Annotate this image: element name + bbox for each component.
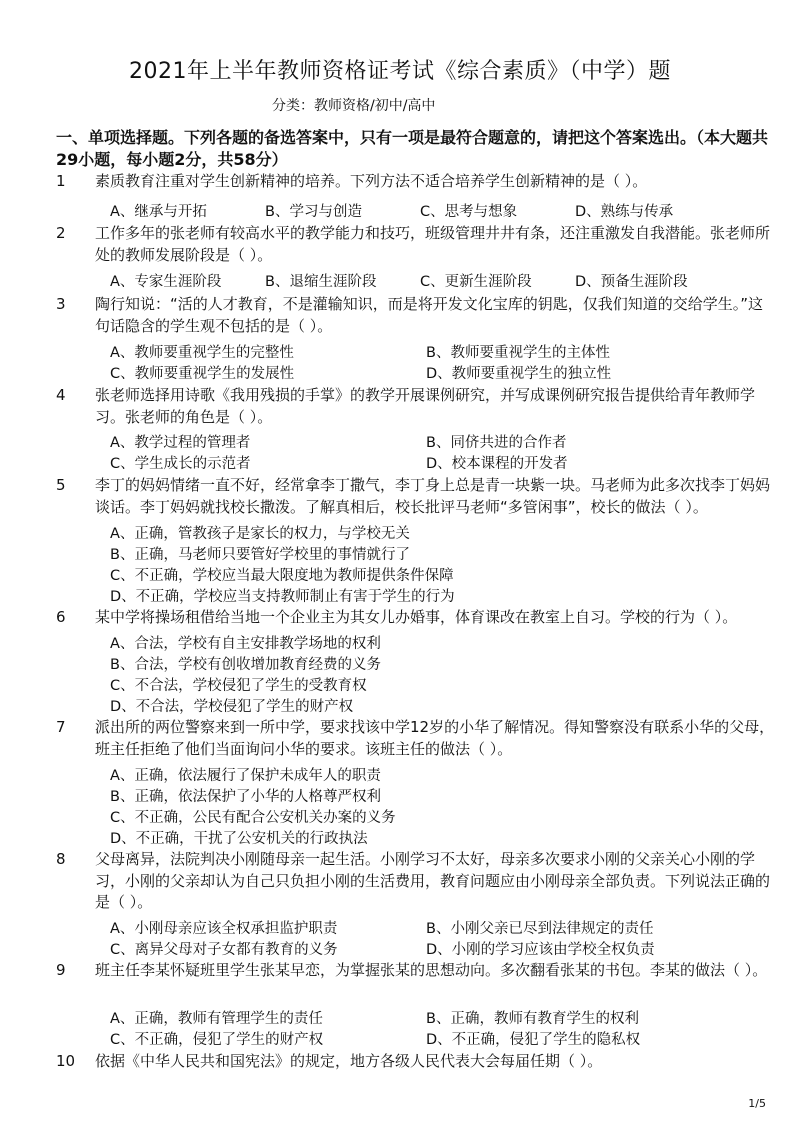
option-d: D、不正确，侵犯了学生的隐私权 xyxy=(426,1032,641,1048)
question-number: 10 xyxy=(56,1052,76,1070)
option-a: A、教师要重视学生的完整性 xyxy=(110,345,294,361)
option-c: C、离异父母对子女都有教育的义务 xyxy=(110,942,338,958)
option-c: C、不正确，学校应当最大限度地为教师提供条件保障 xyxy=(110,568,454,584)
question-number: 4 xyxy=(56,386,66,404)
question-4-options xyxy=(110,433,730,475)
option-d: D、熟练与传承 xyxy=(575,204,674,220)
question-text: 班主任李某怀疑班里学生张某早恋，为掌握张某的思想动向。多次翻看张某的书包。李某的做法（ ）。 xyxy=(95,961,768,979)
question-6 xyxy=(56,607,776,629)
question-1-options xyxy=(110,202,730,223)
question-8 xyxy=(56,849,776,914)
question-5-options xyxy=(110,524,730,608)
question-number: 8 xyxy=(56,850,66,868)
option-d: D、不正确，学校应当支持教师制止有害于学生的行为 xyxy=(110,589,455,605)
question-1 xyxy=(56,171,776,193)
option-b: B、退缩生涯阶段 xyxy=(265,274,377,290)
question-text: 素质教育注重对学生创新精神的培养。下列方法不适合培养学生创新精神的是（ ）。 xyxy=(95,172,648,190)
question-9 xyxy=(56,960,776,982)
option-d: D、小刚的学习应该由学校全权负责 xyxy=(426,942,655,958)
question-number: 1 xyxy=(56,172,66,190)
option-d: D、不正确，干扰了公安机关的行政执法 xyxy=(110,831,368,847)
page-number: 1/5 xyxy=(748,1097,766,1110)
question-text: 张老师选择用诗歌《我用残损的手掌》的教学开展课例研究，并写成课例研究报告提供给青年教师学习。张老师的角色是（ ）。 xyxy=(95,386,756,426)
option-c: C、更新生涯阶段 xyxy=(420,274,532,290)
question-number: 2 xyxy=(56,224,66,242)
option-a: A、教学过程的管理者 xyxy=(110,435,251,451)
question-text: 某中学将操场租借给当地一个企业主为其女儿办婚事，体育课改在教室上自习。学校的行为（ ）。 xyxy=(95,608,738,626)
option-b: B、学习与创造 xyxy=(265,204,362,220)
option-b: B、同侪共进的合作者 xyxy=(426,435,567,451)
option-a: A、小刚母亲应该全权承担监护职责 xyxy=(110,921,338,937)
question-number: 7 xyxy=(56,718,66,736)
question-8-options xyxy=(110,919,730,961)
question-number: 9 xyxy=(56,961,66,979)
question-4 xyxy=(56,385,776,428)
question-5 xyxy=(56,475,776,518)
option-c: C、教师要重视学生的发展性 xyxy=(110,366,295,382)
question-10 xyxy=(56,1051,776,1073)
question-9-options xyxy=(110,1009,730,1051)
option-c: C、学生成长的示范者 xyxy=(110,456,251,472)
option-c: C、思考与想象 xyxy=(420,204,518,220)
question-number: 5 xyxy=(56,476,66,494)
option-b: B、正确，依法保护了小华的人格尊严权利 xyxy=(110,789,381,805)
option-c: C、不合法，学校侵犯了学生的受教育权 xyxy=(110,678,367,694)
option-a: A、正确，管教孩子是家长的权力，与学校无关 xyxy=(110,526,410,542)
option-d: D、不合法，学校侵犯了学生的财产权 xyxy=(110,699,354,715)
question-text: 陶行知说：“活的人才教育，不是灌输知识，而是将开发文化宝库的钥匙，仅我们知道的交给学生。”这句话隐含的学生观不包括的是（ ）。 xyxy=(95,295,764,335)
question-text: 工作多年的张老师有较高水平的教学能力和技巧，班级管理井井有条，还注重激发自我潜能。张老师所处的教师发展阶段是（ ）。 xyxy=(95,224,771,264)
option-b: B、合法，学校有创收增加教育经费的义务 xyxy=(110,657,381,673)
option-c: C、不正确，公民有配合公安机关办案的义务 xyxy=(110,810,396,826)
option-a: A、正确，教师有管理学生的责任 xyxy=(110,1011,323,1027)
option-d: D、预备生涯阶段 xyxy=(575,274,688,290)
question-text: 李丁的妈妈情绪一直不好，经常拿李丁撒气，李丁身上总是青一块紫一块。马老师为此多次找李丁妈妈谈话。李丁妈妈就找校长撒泼。了解真相后，校长批评马老师“多管闲事”，校长的做法（ ）。 xyxy=(95,476,771,516)
option-d: D、校本课程的开发者 xyxy=(426,456,568,472)
option-a: A、专家生涯阶段 xyxy=(110,274,222,290)
option-b: B、教师要重视学生的主体性 xyxy=(426,345,610,361)
option-d: D、教师要重视学生的独立性 xyxy=(426,366,612,382)
option-b: B、正确，教师有教育学生的权利 xyxy=(426,1011,639,1027)
option-c: C、不正确，侵犯了学生的财产权 xyxy=(110,1032,324,1048)
question-number: 3 xyxy=(56,295,66,313)
option-b: B、小刚父亲已尽到法律规定的责任 xyxy=(426,921,654,937)
question-number: 6 xyxy=(56,608,66,626)
option-a: A、继承与开拓 xyxy=(110,204,207,220)
question-2-options xyxy=(110,272,730,293)
document-title: 2021年上半年教师资格证考试《综合素质》（中学）题 xyxy=(129,59,671,84)
question-7-options xyxy=(110,766,730,850)
option-a: A、合法，学校有自主安排教学场地的权利 xyxy=(110,636,381,652)
option-a: A、正确，依法履行了保护未成年人的职责 xyxy=(110,768,381,784)
question-2 xyxy=(56,223,776,266)
question-text: 依据《中华人民共和国宪法》的规定，地方各级人民代表大会每届任期（ ）。 xyxy=(95,1052,603,1070)
document-category: 分类：教师资格/初中/高中 xyxy=(272,98,436,114)
question-7 xyxy=(56,717,776,760)
question-3 xyxy=(56,294,776,337)
question-text: 派出所的两位警察来到一所中学，要求找该中学12岁的小华了解情况。得知警察没有联系小华的父母，班主任拒绝了他们当面询问小华的要求。该班主任的做法（ ）。 xyxy=(95,718,775,758)
question-6-options xyxy=(110,634,730,718)
section-heading: 一、单项选择题。下列各题的备选答案中，只有一项是最符合题意的，请把这个答案选出。（本大题共29小题，每小题2分，共58分） xyxy=(56,128,769,169)
option-b: B、正确，马老师只要管好学校里的事情就行了 xyxy=(110,547,410,563)
question-text: 父母离异，法院判决小刚随母亲一起生活。小刚学习不太好，母亲多次要求小刚的父亲关心小刚的学习，小刚的父亲却认为自己只负担小刚的生活费用，教育问题应由小刚母亲全部负责。下列说法正确的是（ ）。 xyxy=(95,850,771,911)
question-3-options xyxy=(110,343,730,385)
